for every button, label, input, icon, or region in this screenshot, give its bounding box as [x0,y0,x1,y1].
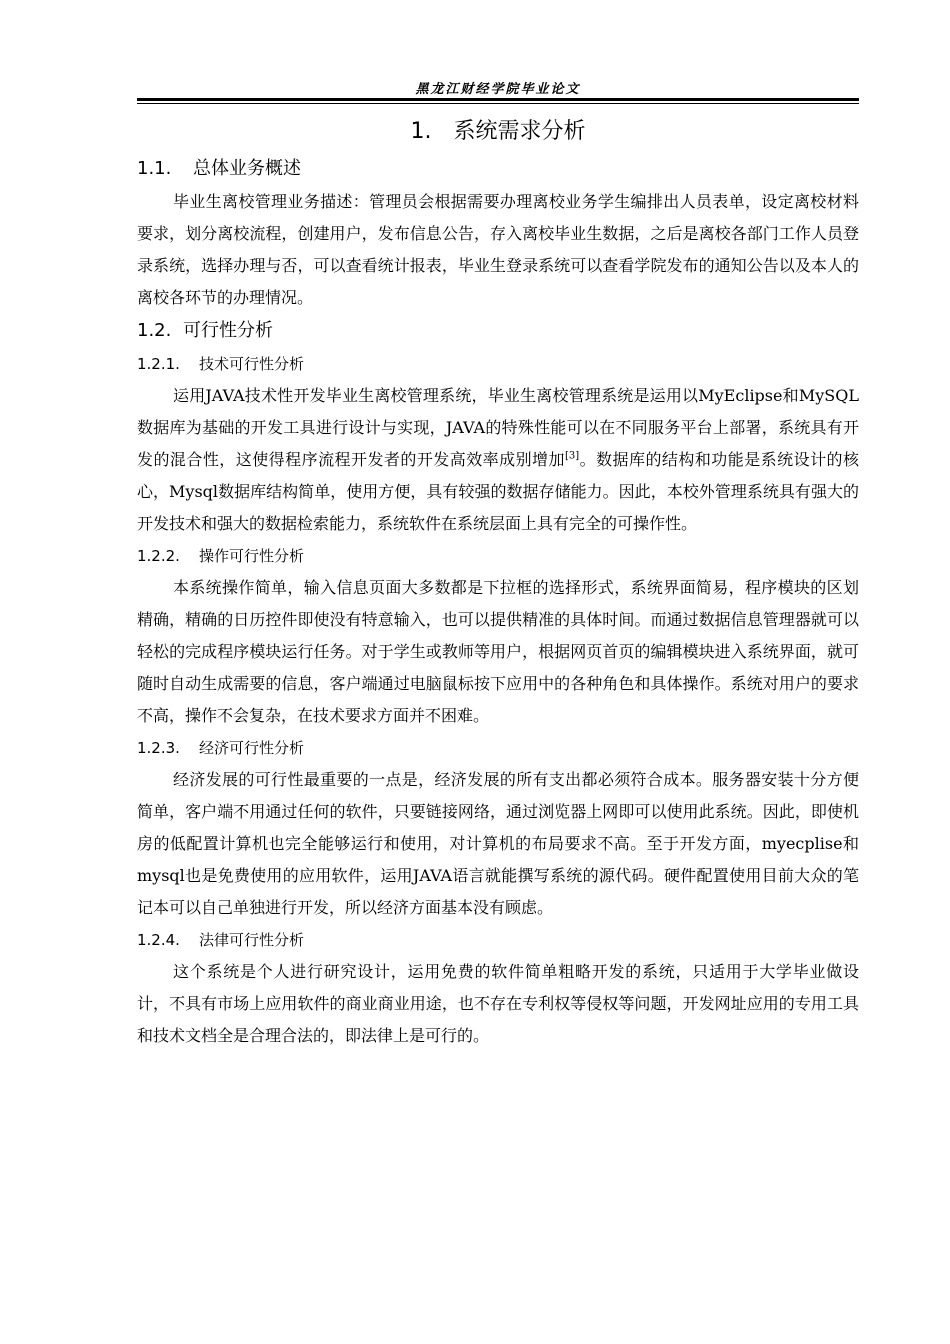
paragraph-operational-feasibility: 本系统操作简单，输入信息页面大多数都是下拉框的选择形式，系统界面简易，程序模块的区划精确，精确的日历控件即使没有特意输入，也可以提供精准的具体时间。而通过数据信息管理器就可以轻松的完成程序模块运行任务。对于学生或教师等用户，根据网页首页的编辑模块进入系统界面，就可随时自动生成需要的信息，客户端通过电脑鼠标按下应用中的各种角色和具体操作。系统对用户的要求不高，操作不会复杂，在技术要求方面并不困难。 [137,578,859,725]
section-title: 总体业务概述 [193,158,301,179]
subsection-heading-1-2-3 [137,732,859,764]
subsection-title: 技术可行性分析 [199,355,305,373]
section-title: 可行性分析 [183,320,273,341]
subsection-title: 经济可行性分析 [199,739,305,757]
section-number: 1.1. [137,158,172,179]
section-number: 1.2. [137,320,172,341]
paragraph-technical-feasibility [137,380,859,540]
paragraph-text-part-a: 运用JAVA技术性开发毕业生离校管理系统，毕业生离校管理系统是运用以MyEclipse和MySQL数据库为基础的开发工具进行设计与实现，JAVA的特殊性能可以在不同服务平台上部署，系统具有开发的混合性，这使得程序流程开发者的开发高效率成别增加 [137,386,859,469]
subsection-heading-1-2-2 [137,540,859,572]
section-heading-1-1 [137,152,859,186]
subsection-number: 1.2.3. [137,739,180,757]
subsection-heading-1-2-1 [137,348,859,380]
subsection-heading-1-2-4 [137,924,859,956]
subsection-title: 操作可行性分析 [199,547,305,565]
running-header: 黑龙江财经学院毕业论文 [415,82,581,97]
citation-mark: [3] [564,450,580,462]
subsection-number: 1.2.1. [137,355,180,373]
chapter-number: 1. [410,119,432,144]
document-body [137,112,859,1052]
paragraph-legal-feasibility: 这个系统是个人进行研究设计，运用免费的软件简单粗略开发的系统，只适用于大学毕业做设计，不具有市场上应用软件的商业商业用途，也不存在专利权等侵权等问题，开发网址应用的专用工具和技术文档全是合理合法的，即法律上是可行的。 [137,962,859,1045]
subsection-number: 1.2.4. [137,931,180,949]
section-heading-1-2 [137,314,859,348]
header-rule-thick [137,98,859,101]
header-rule-thin [137,103,859,104]
subsection-number: 1.2.2. [137,547,180,565]
paragraph-economic-feasibility: 经济发展的可行性最重要的一点是，经济发展的所有支出都必须符合成本。服务器安装十分方便简单，客户端不用通过任何的软件，只要链接网络，通过浏览器上网即可以使用此系统。因此，即使机房的低配置计算机也完全能够运行和使用，对计算机的布局要求不高。至于开发方面，myecplise和 mysql也是免费使用的应用软件，运用JAVA语言就能撰写系统的源代码。硬件配置使用目前大众的笔记本可以自己单独进行开发，所以经济方面基本没有顾虑。 [137,770,859,917]
chapter-heading [137,112,859,152]
subsection-title: 法律可行性分析 [199,931,305,949]
chapter-title: 系统需求分析 [453,119,586,144]
paragraph-business-overview: 毕业生离校管理业务描述：管理员会根据需要办理离校业务学生编排出人员表单，设定离校材料要求，划分离校流程，创建用户，发布信息公告，存入离校毕业生数据，之后是离校各部门工作人员登录系统，选择办理与否，可以查看统计报表，毕业生登录系统可以查看学院发布的通知公告以及本人的离校各环节的办理情况。 [137,192,859,307]
paragraph-text-part-b: 。数据库的结构和功能是系统设计的核心，Mysql数据库结构简单，使用方便，具有较强的数据存储能力。因此，本校外管理系统具有强大的开发技术和强大的数据检索能力，系统软件在系统层面上具有完全的可操作性。 [137,450,859,533]
